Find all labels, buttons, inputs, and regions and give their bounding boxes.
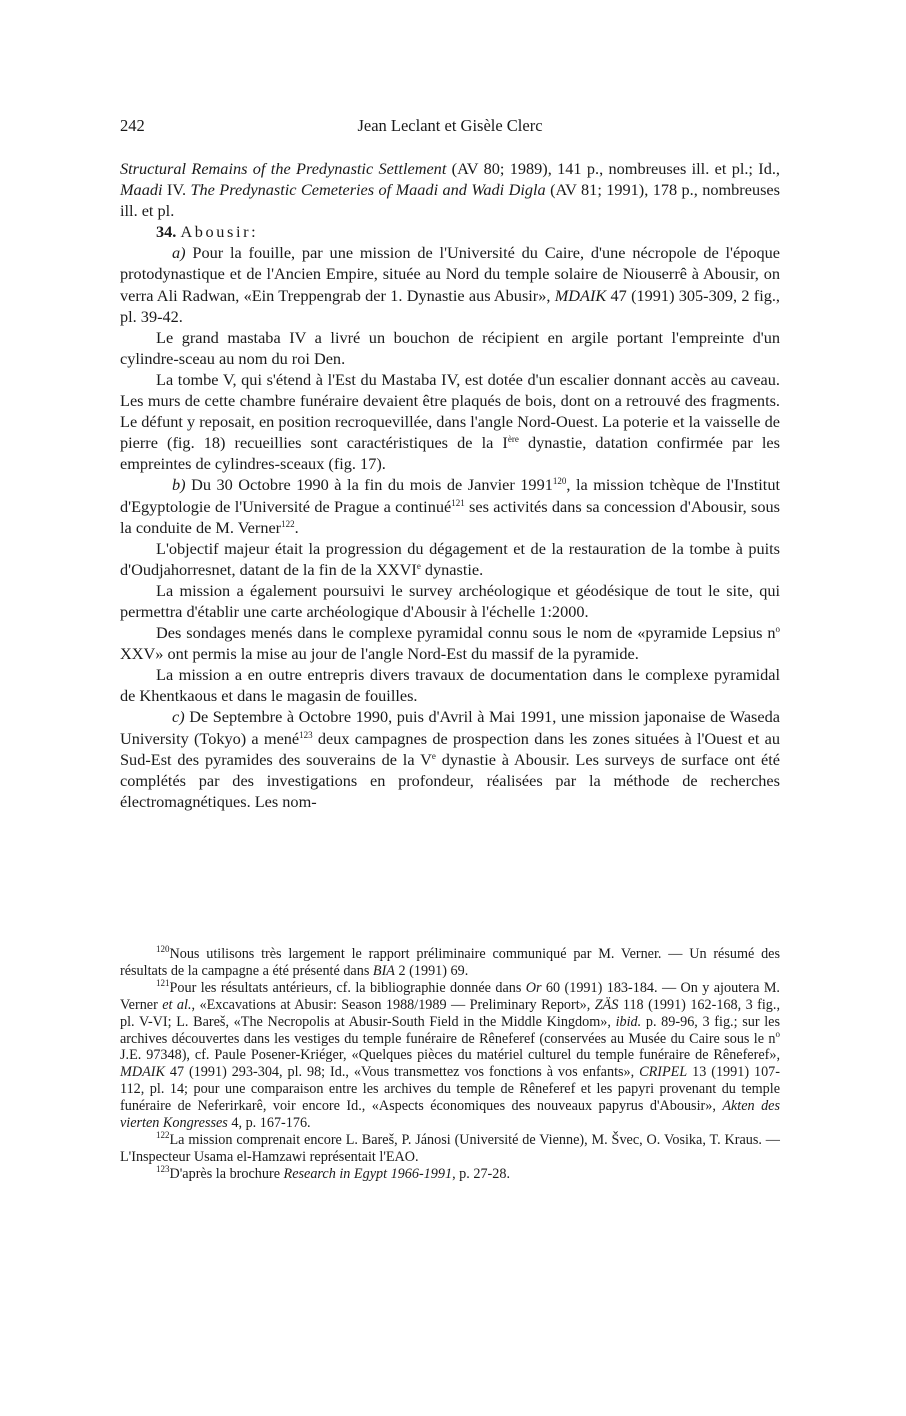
paragraph-khentkaous: La mission a en outre entrepris divers travaux de documentation dans le complexe pyramidal de Khentkaous et dans le magasin de fouilles. — [120, 665, 780, 706]
page-number: 242 — [120, 116, 145, 135]
footnote-ref[interactable]: 122 — [281, 518, 295, 529]
paragraph-mastaba-iv: Le grand mastaba IV a livré un bouchon de récipient en argile portant l'empreinte d'un cylindre-sceau au nom du roi Den. — [120, 327, 780, 368]
paragraph-b: b) Du 30 Octobre 1990 à la fin du mois de Janvier 1991$^{120}$, la mission tchèque de l'Institut d'Egyptologie de l'Université de Prague a continué$^{121}$ ses activités dans sa concession d'Abousir, sous la conduite de M. Verner$^{122}$. — [120, 475, 781, 537]
paragraph-c: c) De Septembre à Octobre 1990, puis d'Avril à Mai 1991, une mission japonaise de Waseda University (Tokyo) a mené$^{123}$ deux campagnes de prospection dans les zones situées à l'Ouest et au Sud-Est des pyramides des souverains de la Ve dynastie à Abousir. Les surveys de surface ont été complétés par des investigations en profondeur, réalisées par la méthode de recherches électromagnétiques. Les nom- — [120, 707, 780, 811]
section-heading: 34. Abousir: — [156, 222, 259, 242]
running-title: Jean Leclant et Gisèle Clerc — [357, 116, 543, 135]
paragraph-tombe-v: La tombe V, qui s'étend à l'Est du Mastaba IV, est dotée d'un escalier donnant accès au caveau. Les murs de cette chambre funéraire devaient être plaqués de bois, dont on a retrouvé des fragments. Le défunt y reposait, en position recroquevillée, dans l'angle Nord-Ouest. La poterie et la vaisselle de pierre (fig. 18) recueillies sont caractéristiques de la Ière dynastie, datation confirmée par les empreintes de cylindres-sceaux (fig. 17). — [120, 369, 780, 474]
paragraph-sondages: Des sondages menés dans le complexe pyramidal connu sous le nom de «pyramide Lepsius $n^o$ XXV» ont permis la mise au jour de l'angle Nord-Est du massif de la pyramide. — [120, 623, 780, 664]
footnote-ref[interactable]: 120 — [552, 476, 567, 487]
footnote-122: $^{122}$La mission comprenait encore L. Bareš, P. Jánosi (Université de Vienne), M. Švec, O. Vosika, T. Kraus. — L'Inspecteur Usama el-Hamzawi représentait l'EAO. — [120, 1129, 780, 1165]
paragraph-a: a) Pour la fouille, par une mission de l'Université du Caire, d'une nécropole de l'époque protodynastique et de l'Ancien Empire, située au Nord du temple solaire de Niouserrê à Abousir, on verra Ali Radwan, «Ein Treppengrab der 1. Dynastie aus Abusir», MDAIK 47 (1991) 305-309, 2 fig., pl. 39-42. — [120, 243, 780, 326]
footnote-ref[interactable]: 123 — [299, 729, 313, 740]
body-text — [120, 158, 780, 812]
footnote-121: $^{121}$Pour les résultats antérieurs, cf. la bibliographie donnée dans Or 60 (1991) 183-184. — On y ajoutera M. Verner et al., «Excavations at Abusir: Season 1988/1989 — Preliminary Report», ZÄS 118 (1991) 162-168, 3 fig., pl. V-VI; L. Bareš, «The Necropolis at Abusir-South Field in the Middle Kingdom», ibid. p. 89-96, 3 fig.; sur les archives découvertes dans les vestiges du temple funéraire de Rêneferef (conservées au Musée du Caire sous le $n^o$ J.E. 97348), cf. Paule Posener-Kriéger, «Quelques pièces du matériel culturel du temple funéraire de Rêneferef», MDAIK 47 (1991) 293-304, pl. 98; Id., «Vous transmettez vos fonctions à vos enfants», CRIPEL 13 (1991) 107-112, pl. 14; pour une comparaison entre les archives du temple de Rêneferef et les papyri provenant du temple funéraire de Neferirkarê, voir encore Id., «Aspects économiques des nouveaux papyrus d'Abousir», Akten des vierten Kongresses 4, p. 167-176. — [120, 977, 780, 1132]
footnote-ref[interactable]: 121 — [451, 497, 465, 508]
paragraph-continuation: Structural Remains of the Predynastic Settlement (AV 80; 1989), 141 p., nombreuses ill. et pl.; Id., Maadi IV. The Predynastic Cemeteries of Maadi and Wadi Digla (AV 81; 1991), 178 p., nombreuses ill. et pl. — [120, 159, 780, 221]
running-head — [120, 116, 780, 140]
paragraph-objectif: L'objectif majeur était la progression du dégagement et de la restauration de la tombe à puits d'Oudjahorresnet, datant de la fin de la XXVIe dynastie. — [120, 538, 780, 579]
paragraph-survey: La mission a également poursuivi le survey archéologique et géodésique de tout le site, qui permettra d'établir une carte archéologique d'Abousir à l'échelle 1:2000. — [120, 580, 780, 621]
footnote-123: $^{123}$D'après la brochure Research in Egypt 1966-1991, p. 27-28. — [156, 1163, 510, 1182]
footnote-120: $^{120}$Nous utilisons très largement le rapport préliminaire communiqué par M. Verner. — Un résumé des résultats de la campagne a été présenté dans BIA 2 (1991) 69. — [120, 944, 780, 979]
footnotes — [120, 946, 780, 1183]
